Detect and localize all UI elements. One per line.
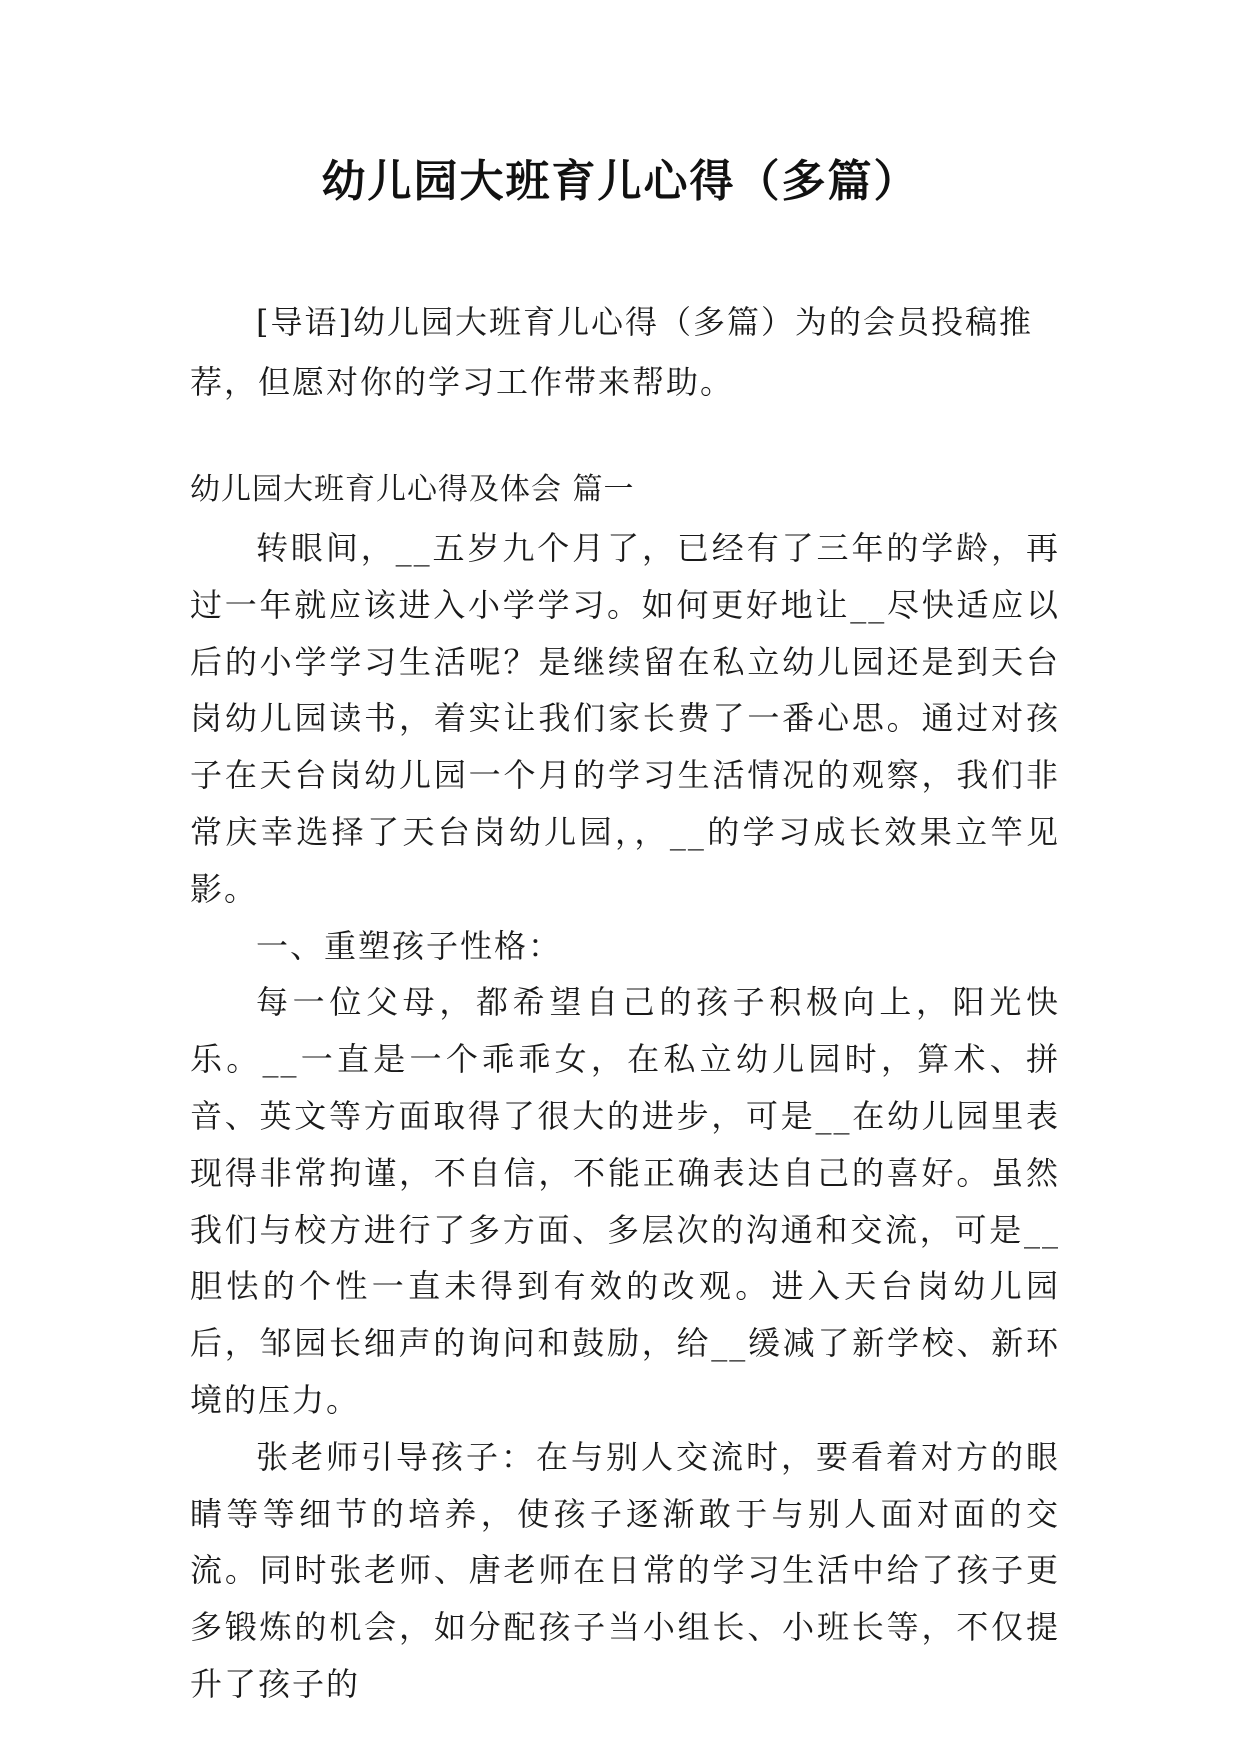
paragraph-subheading: 一、重塑孩子性格： xyxy=(256,926,563,965)
document-title: 幼儿园大班育儿心得（多篇） xyxy=(321,156,920,207)
intro-paragraph: [导语]幼儿园大班育儿心得（多篇）为的会员投稿推荐，但愿对你的学习工作带来帮助。 xyxy=(190,303,1033,401)
paragraph: 张老师引导孩子：在与别人交流时，要看着对方的眼睛等等细节的培养，使孩子逐渐敢于与别人面对面的交流。同时张老师、唐老师在日常的学习生活中给了孩子更多锻炼的机会，如分配孩子当小组长、小班长等，不仅提升了孩子的 xyxy=(190,1437,1060,1703)
section-heading: 幼儿园大班育儿心得及体会 篇一 xyxy=(190,472,635,507)
paragraph: 转眼间，__五岁九个月了，已经有了三年的学龄，再过一年就应该进入小学学习。如何更好地让__尽快适应以后的小学学习生活呢？是继续留在私立幼儿园还是到天台岗幼儿园读书，着实让我们家长费了一番心思。通过对孩子在天台岗幼儿园一个月的学习生活情况的观察，我们非常庆幸选择了天台岗幼儿园，，__的学习成长效果立竿见影。 xyxy=(190,529,1060,908)
paragraph: 每一位父母，都希望自己的孩子积极向上，阳光快乐。__一直是一个乖乖女，在私立幼儿园时，算术、拼音、英文等方面取得了很大的进步，可是__在幼儿园里表现得非常拘谨，不自信，不能正确表达自己的喜好。虽然我们与校方进行了多方面、多层次的沟通和交流，可是__胆怯的个性一直未得到有效的改观。进入天台岗幼儿园后，邹园长细声的询问和鼓励，给__缓减了新学校、新环境的压力。 xyxy=(190,983,1060,1419)
body-text xyxy=(190,520,1060,1713)
